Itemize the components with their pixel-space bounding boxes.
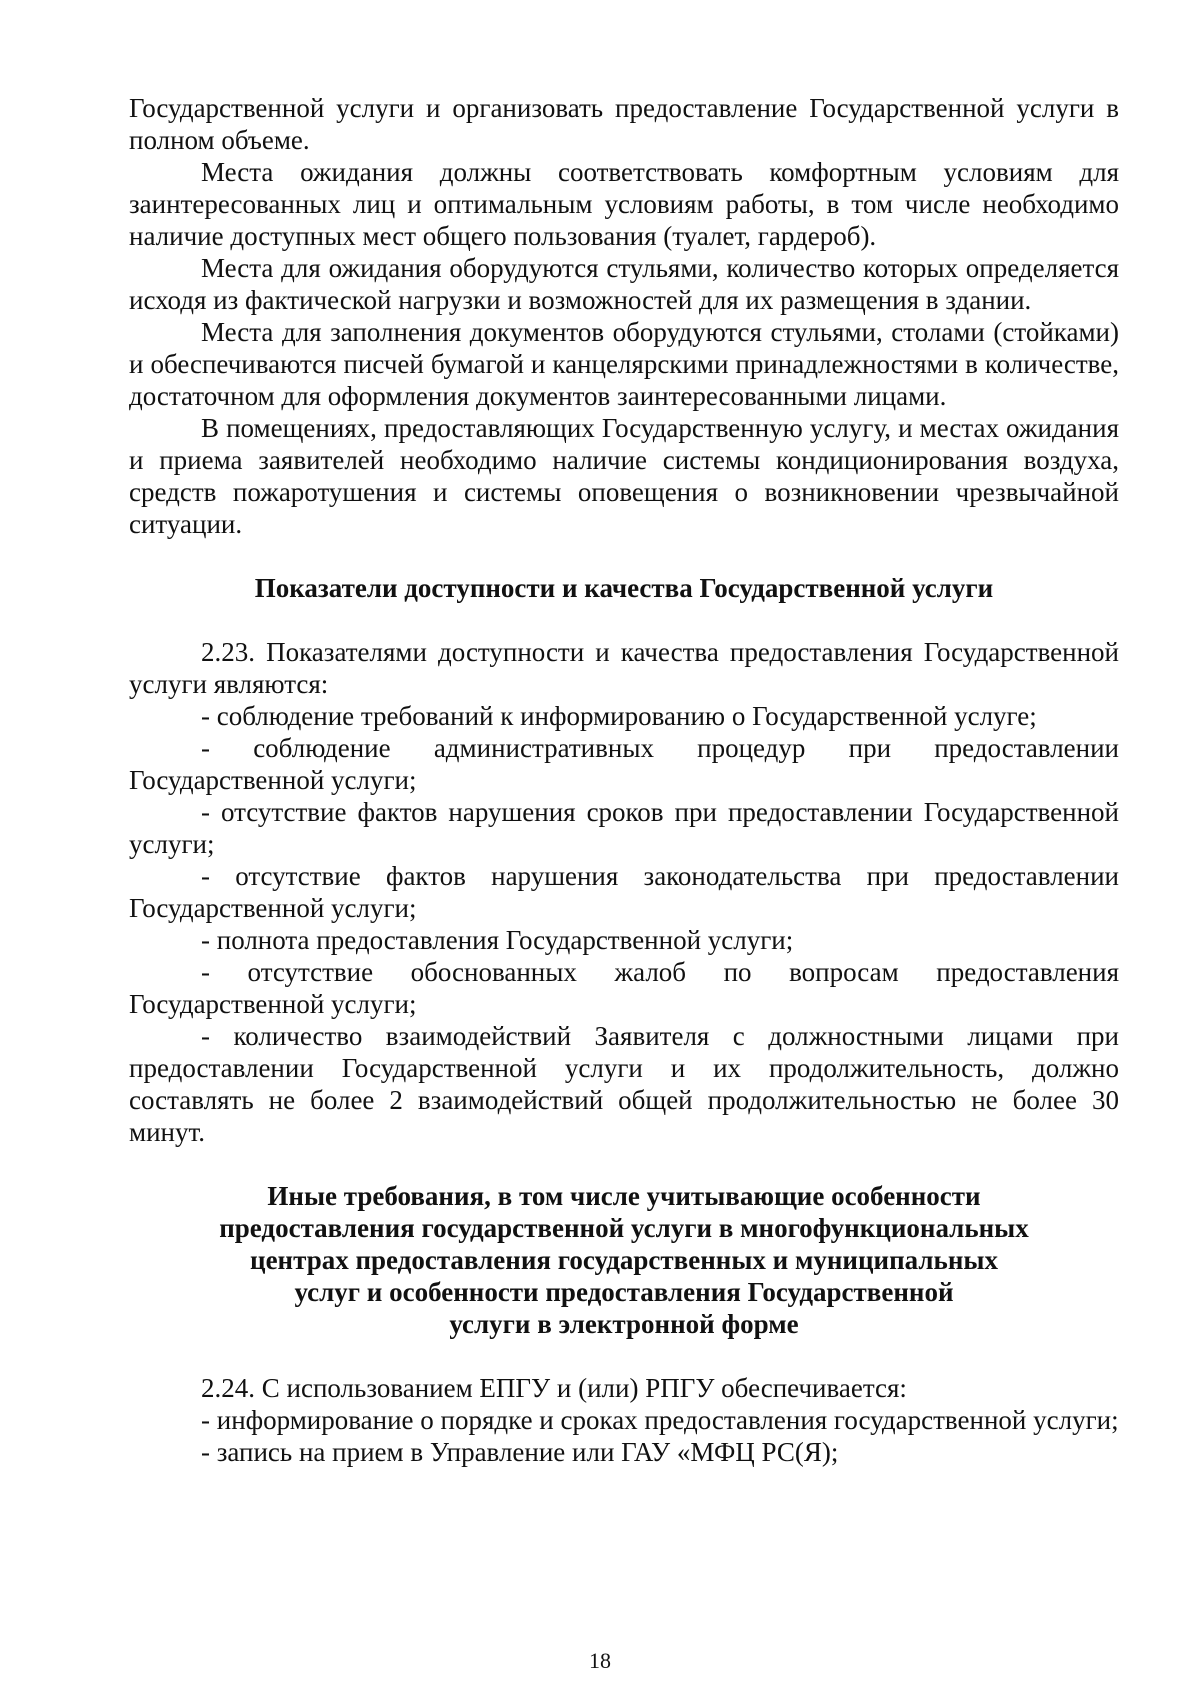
- heading-line: Иные требования, в том числе учитывающие особенности: [267, 1181, 981, 1211]
- heading-line: центрах предоставления государственных и муниципальных: [250, 1245, 998, 1275]
- spacer: [129, 1148, 1119, 1180]
- paragraph-continuation: Государственной услуги и организовать предоставление Государственной услуги в полном объеме.: [129, 93, 1119, 155]
- paragraph-2-24: 2.24. С использованием ЕПГУ и (или) РПГУ обеспечивается:: [201, 1373, 907, 1403]
- list-item: - соблюдение требований к информированию о Государственной услуге;: [201, 701, 1037, 731]
- document-page: [129, 92, 1119, 1468]
- list-item: - количество взаимодействий Заявителя с должностными лицами при предоставлении Государственной услуги и их продолжительность, должно составлять не более 2 взаимодействий общей продолжительностью не более 30 минут.: [129, 1021, 1119, 1147]
- list-item: - соблюдение административных процедур при предоставлении Государственной услуги;: [129, 733, 1119, 795]
- heading-line: услуг и особенности предоставления Государственной: [294, 1277, 954, 1307]
- spacer: [129, 604, 1119, 636]
- list-item: - полнота предоставления Государственной услуги;: [201, 925, 794, 955]
- heading-line: услуги в электронной форме: [449, 1309, 799, 1339]
- paragraph-premises: В помещениях, предоставляющих Государственную услугу, и местах ожидания и приема заявителей необходимо наличие системы кондиционирования воздуха, средств пожаротушения и системы оповещения о возникновении чрезвычайной ситуации.: [129, 413, 1119, 539]
- paragraph-2-23: 2.23. Показателями доступности и качества предоставления Государственной услуги являются:: [129, 637, 1119, 699]
- page-number: 18: [589, 1648, 611, 1673]
- paragraph-chairs: Места для ожидания оборудуются стульями, количество которых определяется исходя из фактической нагрузки и возможностей для их размещения в здании.: [129, 253, 1119, 315]
- heading-line: предоставления государственной услуги в многофункциональных: [219, 1213, 1029, 1243]
- list-item: - отсутствие фактов нарушения сроков при предоставлении Государственной услуги;: [129, 797, 1119, 859]
- spacer: [129, 540, 1119, 572]
- list-item: - информирование о порядке и сроках предоставления государственной услуги;: [201, 1405, 1119, 1435]
- section-heading-quality: Показатели доступности и качества Государственной услуги: [254, 573, 994, 603]
- section-heading-other-requirements: [129, 1180, 1119, 1340]
- spacer: [129, 1340, 1119, 1372]
- list-item: - отсутствие фактов нарушения законодательства при предоставлении Государственной услуги;: [129, 861, 1119, 923]
- list-item: - запись на прием в Управление или ГАУ «МФЦ РС(Я);: [201, 1437, 839, 1467]
- paragraph-waiting-areas: Места ожидания должны соответствовать комфортным условиям для заинтересованных лиц и оптимальным условиям работы, в том числе необходимо наличие доступных мест общего пользования (туалет, гардероб).: [129, 157, 1119, 251]
- paragraph-document-filling: Места для заполнения документов оборудуются стульями, столами (стойками) и обеспечиваются писчей бумагой и канцелярскими принадлежностями в количестве, достаточном для оформления документов заинтересованными лицами.: [129, 317, 1119, 411]
- list-item: - отсутствие обоснованных жалоб по вопросам предоставления Государственной услуги;: [129, 957, 1119, 1019]
